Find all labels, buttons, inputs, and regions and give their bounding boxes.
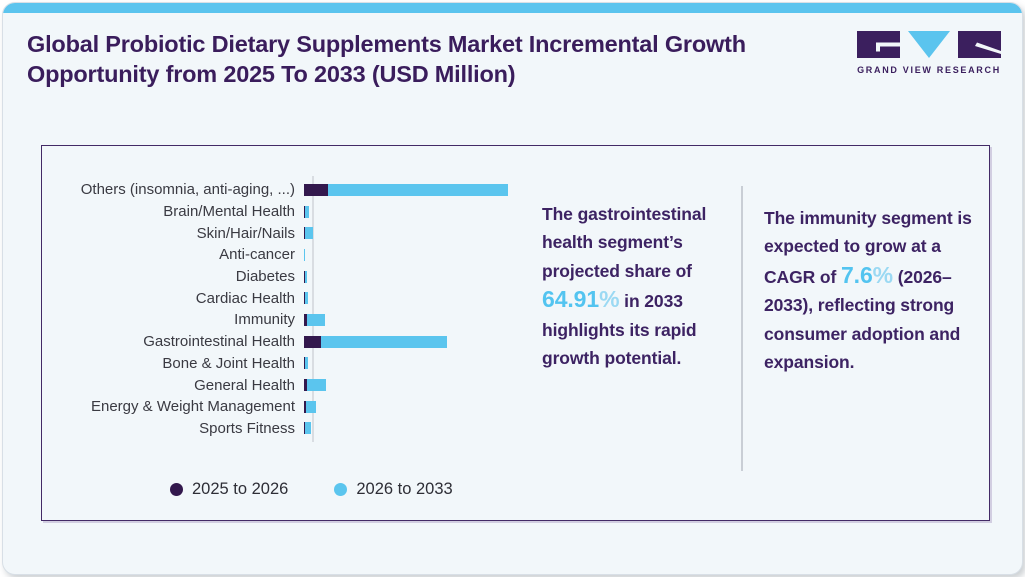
callout-2-percent-sign: % — [872, 261, 894, 288]
bar-row — [42, 287, 562, 309]
category-label: Immunity — [234, 311, 295, 329]
callout-1-text-post: in 2033 highlights its rapid growth potential. — [542, 291, 697, 369]
category-label: Cardiac Health — [195, 289, 295, 307]
bar-segment — [305, 227, 313, 239]
bar-track — [304, 422, 311, 434]
bar-row — [42, 244, 562, 266]
page-title: Global Probiotic Dietary Supplements Market Incremental Growth Opportunity from 2025 To 2033 (USD Million) — [27, 31, 746, 87]
category-label: Skin/Hair/Nails — [196, 224, 295, 242]
category-label: General Health — [194, 376, 295, 394]
callout-2-text-pre: The immunity segment is expected to grow at a CAGR of — [764, 208, 972, 287]
callout-gastrointestinal — [542, 200, 738, 372]
bar-track — [304, 314, 325, 326]
bar-row — [42, 353, 562, 375]
category-label: Diabetes — [235, 268, 295, 286]
callout-immunity — [764, 204, 982, 376]
chart-panel — [41, 145, 990, 521]
bar-segment — [304, 249, 305, 261]
bar-segment — [304, 336, 321, 348]
bar-segment — [328, 184, 509, 196]
bar-row — [42, 222, 562, 244]
callout-1-text-pre: The gastrointestinal health segment’s projected share of — [542, 204, 707, 281]
callout-divider — [741, 186, 743, 471]
bar-row — [42, 309, 562, 331]
bar-track — [304, 292, 308, 304]
bar-segment — [305, 271, 307, 283]
bar-segment — [321, 336, 447, 348]
bar-row — [42, 331, 562, 353]
category-label: Anti-cancer — [219, 246, 295, 264]
category-label: Others (insomnia, anti-aging, ...) — [80, 181, 295, 199]
callout-1-percent-sign: % — [599, 286, 620, 313]
bar-segment — [305, 292, 308, 304]
top-accent-bar — [3, 3, 1022, 13]
category-label: Gastrointestinal Health — [143, 333, 295, 351]
bar-row — [42, 396, 562, 418]
legend-item — [170, 480, 288, 499]
callout-2-text-post: (2026–2033), reflecting strong consumer adoption and expansion. — [764, 266, 961, 373]
bar-track — [304, 336, 447, 348]
bar-track — [304, 249, 305, 261]
bar-row — [42, 201, 562, 223]
bar-track — [304, 184, 508, 196]
legend-dot-icon — [334, 483, 347, 496]
callout-1-highlight-value: 64.91 — [542, 286, 600, 313]
bar-track — [304, 271, 307, 283]
legend-label: 2025 to 2026 — [192, 480, 289, 498]
bar-row — [42, 374, 562, 396]
bar-segment — [306, 401, 316, 413]
category-label: Sports Fitness — [199, 419, 295, 437]
bar-segment — [305, 357, 308, 369]
bar-segment — [304, 184, 328, 196]
bar-segment — [307, 379, 325, 391]
category-label: Brain/Mental Health — [163, 203, 295, 221]
callout-2-highlight-value: 7.6 — [840, 261, 873, 288]
category-label: Bone & Joint Health — [162, 354, 295, 372]
bar-track — [304, 357, 308, 369]
bar-row — [42, 179, 562, 201]
legend-item — [334, 480, 452, 499]
bar-segment — [305, 206, 309, 218]
bar-track — [304, 206, 309, 218]
legend-dot-icon — [170, 483, 183, 496]
bar-row — [42, 266, 562, 288]
legend-label: 2026 to 2033 — [356, 480, 453, 498]
gvr-logo-icon — [857, 31, 1001, 59]
bar-track — [304, 401, 316, 413]
chart-legend — [170, 480, 453, 499]
category-label: Energy & Weight Management — [90, 398, 295, 416]
bar-segment — [307, 314, 325, 326]
logo-brand-text: GRAND VIEW RESEARCH — [857, 65, 1001, 75]
bar-track — [304, 227, 313, 239]
bar-chart — [42, 179, 562, 439]
infographic-card — [2, 2, 1023, 575]
bar-track — [304, 379, 326, 391]
bar-row — [42, 418, 562, 440]
grand-view-research-logo — [857, 31, 1001, 75]
bar-segment — [305, 422, 311, 434]
